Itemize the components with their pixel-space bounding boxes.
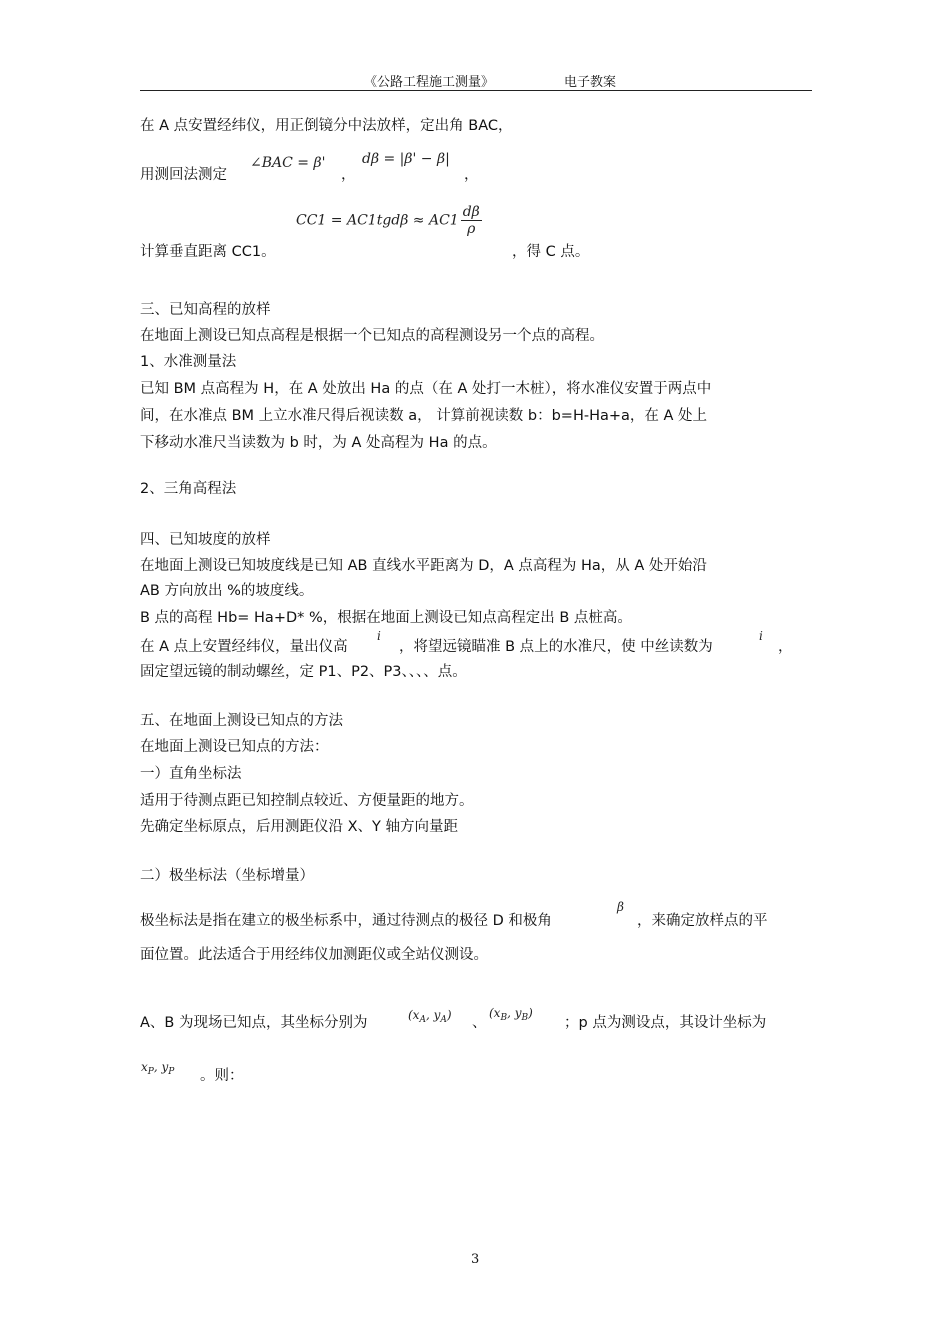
text-line: ；p 点为测设点，其设计坐标为 bbox=[564, 1015, 767, 1031]
fraction-numerator: dβ bbox=[462, 204, 480, 220]
fraction-denominator: ρ bbox=[467, 221, 476, 237]
coord-a-y: , y bbox=[425, 1008, 441, 1022]
formula-instrument-height-i: i bbox=[377, 629, 381, 643]
coord-b-y: , y bbox=[507, 1006, 522, 1020]
xp-sub: P bbox=[147, 1067, 154, 1077]
header-course-title: 《公路工程施工测量》 bbox=[364, 75, 495, 90]
coord-b-y-sub: B bbox=[521, 1013, 529, 1023]
text-line: 在地面上测设已知点高程是根据一个已知点的高程测设另一个点的高程。 bbox=[140, 328, 604, 344]
formula-cc1-expr: CC1 = AC1tgdβ ≈ AC1 bbox=[296, 212, 459, 229]
text-line: 先确定坐标原点，后用测距仪沿 X、Y 轴方向量距 bbox=[140, 819, 459, 835]
text-line: 。则： bbox=[200, 1068, 244, 1084]
formula-reading-i: i bbox=[759, 629, 763, 643]
formula-beta: β bbox=[617, 900, 624, 914]
coord-b-x: (x bbox=[489, 1006, 501, 1020]
formula-coord-a bbox=[408, 1008, 452, 1025]
text-line: 计算垂直距离 CC1。 bbox=[140, 244, 276, 260]
text-line: 间，在水准点 BM 上立水准尺得后视读数 a， 计算前视读数 b：b=H-Ha+a，在 A 处上 bbox=[140, 408, 708, 424]
text-line: 极坐标法是指在建立的极坐标系中，通过待测点的极径 D 和极角 bbox=[140, 913, 552, 929]
formula-xp-yp bbox=[141, 1060, 174, 1077]
text-line: 用测回法测定 bbox=[140, 167, 227, 183]
text-line: ，来确定放样点的平 bbox=[637, 913, 768, 929]
text-line: ，得 C 点。 bbox=[512, 244, 590, 260]
text-comma: ， bbox=[778, 639, 793, 655]
subsection-heading: 一）直角坐标法 bbox=[140, 766, 242, 782]
formula-cc1 bbox=[296, 204, 482, 237]
text-line: A、B 为现场已知点，其坐标分别为 bbox=[140, 1015, 368, 1031]
coord-a-y-sub: A bbox=[440, 1015, 447, 1025]
xp: x bbox=[141, 1060, 148, 1074]
text-line: 在地面上测设已知点的方法： bbox=[140, 739, 329, 755]
coord-a-x-sub: A bbox=[419, 1015, 426, 1025]
formula-angle-bac: ∠BAC = β' bbox=[250, 155, 326, 171]
text-line: AB 方向放出 %的坡度线。 bbox=[140, 583, 314, 599]
text-line: ，将望远镜瞄准 B 点上的水准尺，使 中丝读数为 bbox=[399, 639, 713, 655]
text-line: 适用于待测点距已知控制点较近、方便量距的地方。 bbox=[140, 793, 474, 809]
text-line: 下移动水准尺当读数为 b 时，为 A 处高程为 Ha 的点。 bbox=[140, 435, 497, 451]
text-comma: ， bbox=[341, 167, 356, 183]
text-line: 固定望远镜的制动螺丝，定 P1、P2、P3、、、、点。 bbox=[140, 664, 467, 680]
coord-b-x-sub: B bbox=[500, 1013, 508, 1023]
formula-dbeta: dβ = |β' − β| bbox=[362, 151, 450, 167]
text-line: 已知 BM 点高程为 H，在 A 处放出 Ha 的点（在 A 处打一木桩），将水准仪安置于两点中 bbox=[140, 381, 712, 397]
text-line: 在 A 点安置经纬仪，用正倒镜分中法放样，定出角 BAC， bbox=[140, 118, 513, 134]
header-label: 电子教案 bbox=[564, 75, 617, 90]
coord-b-close: ) bbox=[528, 1006, 533, 1020]
text-line: 、 bbox=[472, 1015, 487, 1031]
text-line: 在地面上测设已知坡度线是已知 AB 直线水平距离为 D，A 点高程为 Ha，从 A 处开始沿 bbox=[140, 558, 707, 574]
yp: , y bbox=[153, 1060, 169, 1074]
page-number: 3 bbox=[471, 1252, 480, 1267]
text-line: 面位置。此法适合于用经纬仪加测距仪或全站仪测设。 bbox=[140, 947, 488, 963]
page-header bbox=[140, 70, 812, 91]
text-comma: ， bbox=[464, 167, 479, 183]
section-heading: 五、在地面上测设已知点的方法 bbox=[140, 713, 343, 729]
coord-a-close: ) bbox=[446, 1008, 452, 1022]
formula-fraction bbox=[461, 204, 482, 237]
yp-sub: P bbox=[168, 1067, 175, 1077]
subsection-heading: 1、水准测量法 bbox=[140, 354, 237, 370]
coord-a-x: (x bbox=[408, 1008, 420, 1022]
section-heading: 四、已知坡度的放样 bbox=[140, 532, 271, 548]
section-heading: 三、已知高程的放样 bbox=[140, 302, 271, 318]
subsection-heading: 二）极坐标法（坐标增量） bbox=[140, 868, 314, 884]
text-line: 在 A 点上安置经纬仪，量出仪高 bbox=[140, 639, 348, 655]
text-line: B 点的高程 Hb= Ha+D* %，根据在地面上测设已知点高程定出 B 点桩高。 bbox=[140, 610, 632, 626]
formula-coord-b bbox=[489, 1006, 533, 1023]
subsection-heading: 2、三角高程法 bbox=[140, 481, 237, 497]
